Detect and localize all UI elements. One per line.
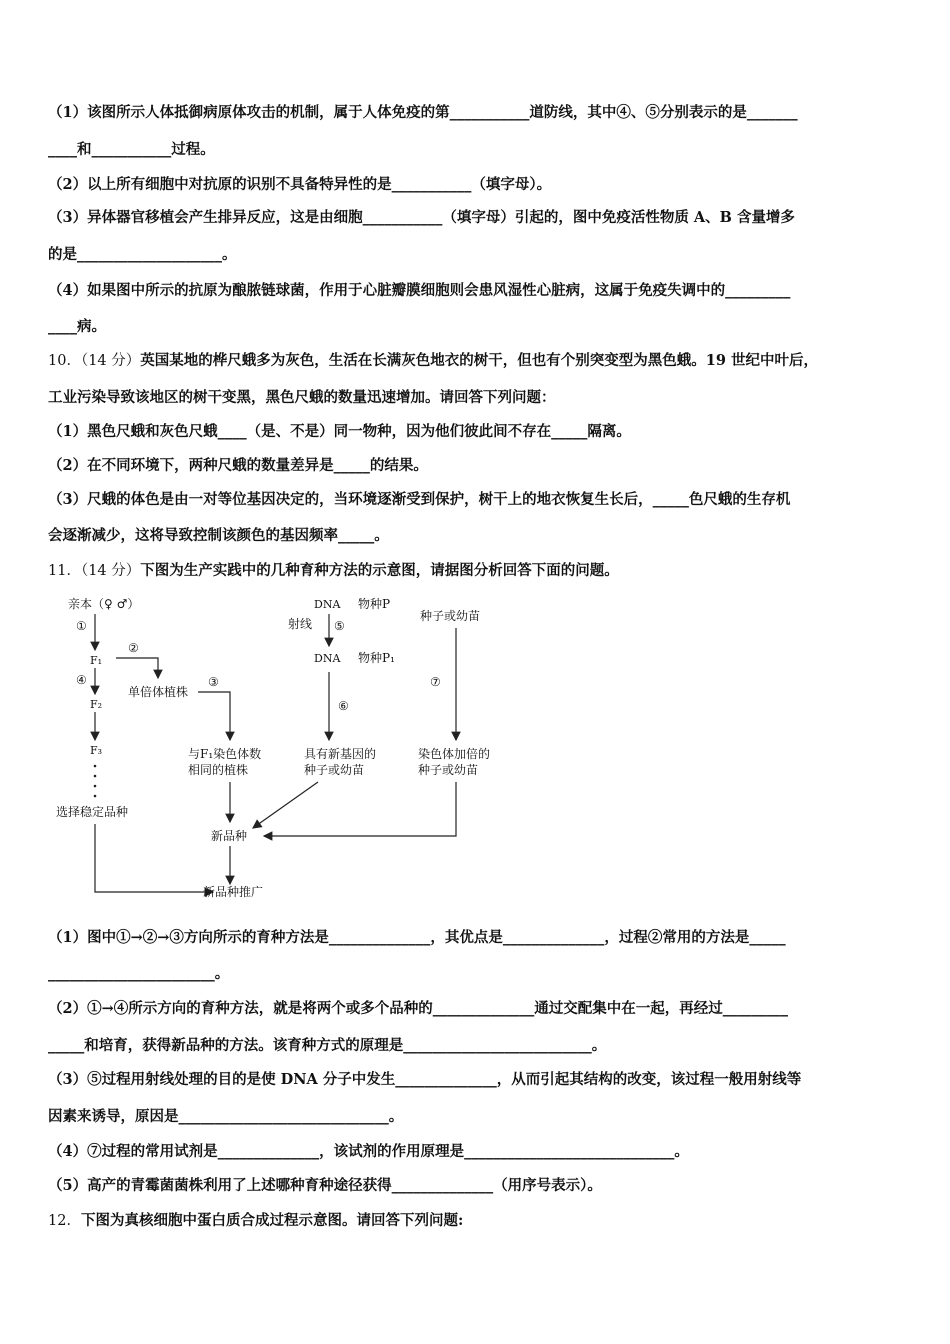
q9-part4-line1: （4）如果图中所示的抗原为酿脓链球菌，作用于心脏瓣膜细胞则会患风湿性心脏病，这属于免疫失调中的_________ bbox=[48, 282, 791, 299]
label-new-gene-2: 种子或幼苗 bbox=[304, 763, 365, 777]
label-species-p1: 物种P₁ bbox=[358, 651, 395, 665]
q10-number: 10．（14 分） bbox=[48, 353, 141, 369]
label-doubled-1: 染色体加倍的 bbox=[418, 747, 491, 761]
label-circle-2: ② bbox=[128, 641, 139, 655]
label-select-stable: 选择稳定品种 bbox=[56, 805, 129, 819]
q11-part1-line1: （1）图中①→②→③方向所示的育种方法是______________，其优点是______________，过程②常用的方法是_____ bbox=[48, 929, 786, 946]
q11-part3-line1: （3）⑤过程用射线处理的目的是使 DNA 分子中发生______________，从而引起其结构的改变，该过程一般用射线等 bbox=[48, 1071, 802, 1088]
label-f1: F₁ bbox=[90, 654, 103, 667]
label-ray: 射线 bbox=[288, 617, 313, 631]
q11-part1-line2: _______________________。 bbox=[48, 965, 230, 982]
label-parents: 亲本（♀ ♂） bbox=[68, 597, 140, 611]
arrow-doubled-to-new bbox=[264, 782, 456, 836]
q10-part3-line1: （3）尺蛾的体色是由一对等位基因决定的，当环境逐渐受到保护，树干上的地衣恢复生长后，_____色尺蛾的生存机 bbox=[48, 491, 791, 508]
label-f2: F₂ bbox=[90, 698, 103, 711]
dot bbox=[94, 775, 97, 778]
label-circle-5: ⑤ bbox=[334, 619, 345, 633]
label-promote: 新品种推广 bbox=[203, 885, 264, 899]
arrow-new-gene-to-new bbox=[253, 782, 318, 828]
q10-stem-line1 bbox=[48, 351, 818, 371]
label-doubled-2: 种子或幼苗 bbox=[418, 763, 479, 777]
q11-stem bbox=[48, 561, 619, 581]
label-circle-6: ⑥ bbox=[338, 699, 349, 713]
label-circle-4: ④ bbox=[76, 673, 87, 687]
label-species-p: 物种P bbox=[358, 597, 391, 611]
label-f3: F₃ bbox=[90, 744, 103, 757]
q10-stem-line2: 工业污染导致该地区的树干变黑，黑色尺蛾的数量迅速增加。请回答下列问题： bbox=[48, 389, 556, 406]
dot bbox=[94, 785, 97, 788]
q11-number: 11．（14 分） bbox=[48, 563, 141, 579]
q11-part2-line2: _____和培育，获得新品种的方法。该育种方式的原理是__________________________。 bbox=[48, 1037, 607, 1054]
label-dna-mid: DNA bbox=[314, 652, 341, 665]
breeding-methods-diagram bbox=[48, 590, 568, 910]
label-dna-top: DNA bbox=[314, 598, 341, 611]
q11-part3-line2: 因素来诱导，原因是_____________________________。 bbox=[48, 1108, 404, 1125]
q10-part3-line2: 会逐渐减少，这将导致控制该颜色的基因频率_____。 bbox=[48, 527, 389, 544]
q11-part4: （4）⑦过程的常用试剂是______________，该试剂的作用原理是_____________________________。 bbox=[48, 1143, 689, 1160]
arrow-f1-to-haploid bbox=[116, 658, 158, 678]
q12-stem bbox=[48, 1211, 463, 1231]
label-circle-1: ① bbox=[76, 619, 87, 633]
q9-part3-line1: （3）异体器官移植会产生排异反应，这是由细胞___________（填字母）引起的，图中免疫活性物质 A、B 含量增多 bbox=[48, 209, 795, 226]
q10-part1: （1）黑色尺蛾和灰色尺蛾____（是、不是）同一物种，因为他们彼此间不存在_____隔离。 bbox=[48, 423, 631, 440]
q12-stem-text: 下图为真核细胞中蛋白质合成过程示意图。请回答下列问题: bbox=[80, 1212, 464, 1229]
q9-part4-line2: ____病。 bbox=[48, 318, 106, 335]
label-new-gene-1: 具有新基因的 bbox=[304, 747, 377, 761]
q9-part2: （2）以上所有细胞中对抗原的识别不具备特异性的是___________（填字母）。 bbox=[48, 176, 552, 193]
label-circle-7: ⑦ bbox=[430, 675, 441, 689]
q9-part3-line2: 的是____________________。 bbox=[48, 246, 237, 263]
arrow-haploid-to-same-chrom bbox=[198, 692, 230, 740]
q9-part1-line1: （1）该图所示人体抵御病原体攻击的机制，属于人体免疫的第___________道防线，其中④、⑤分别表示的是_______ bbox=[48, 104, 798, 121]
q9-part1-line2: ____和___________过程。 bbox=[48, 141, 215, 158]
q10-stem-text: 英国某地的桦尺蛾多为灰色，生活在长满灰色地衣的树干，但也有个别突变型为黑色蛾。19 世纪中叶后， bbox=[140, 352, 818, 369]
label-seed-top: 种子或幼苗 bbox=[420, 609, 481, 623]
dot bbox=[94, 795, 97, 798]
arrow-select-to-promote bbox=[95, 824, 213, 892]
q10-part2: （2）在不同环境下，两种尺蛾的数量差异是_____的结果。 bbox=[48, 457, 428, 474]
label-same-chrom-1: 与F₁染色体数 bbox=[188, 747, 262, 761]
dot bbox=[94, 765, 97, 768]
label-new-variety: 新品种 bbox=[211, 829, 248, 843]
q11-stem-text: 下图为生产实践中的几种育种方法的示意图，请据图分析回答下面的问题。 bbox=[140, 562, 619, 579]
label-haploid: 单倍体植株 bbox=[128, 685, 189, 699]
q11-part5: （5）高产的青霉菌菌株利用了上述哪种育种途径获得______________（用序号表示）。 bbox=[48, 1177, 602, 1194]
label-circle-3: ③ bbox=[208, 675, 219, 689]
q12-number: 12． bbox=[48, 1213, 81, 1229]
label-same-chrom-2: 相同的植株 bbox=[188, 763, 249, 777]
q11-part2-line1: （2）①→④所示方向的育种方法，就是将两个或多个品种的______________通过交配集中在一起，再经过_________ bbox=[48, 1000, 788, 1017]
